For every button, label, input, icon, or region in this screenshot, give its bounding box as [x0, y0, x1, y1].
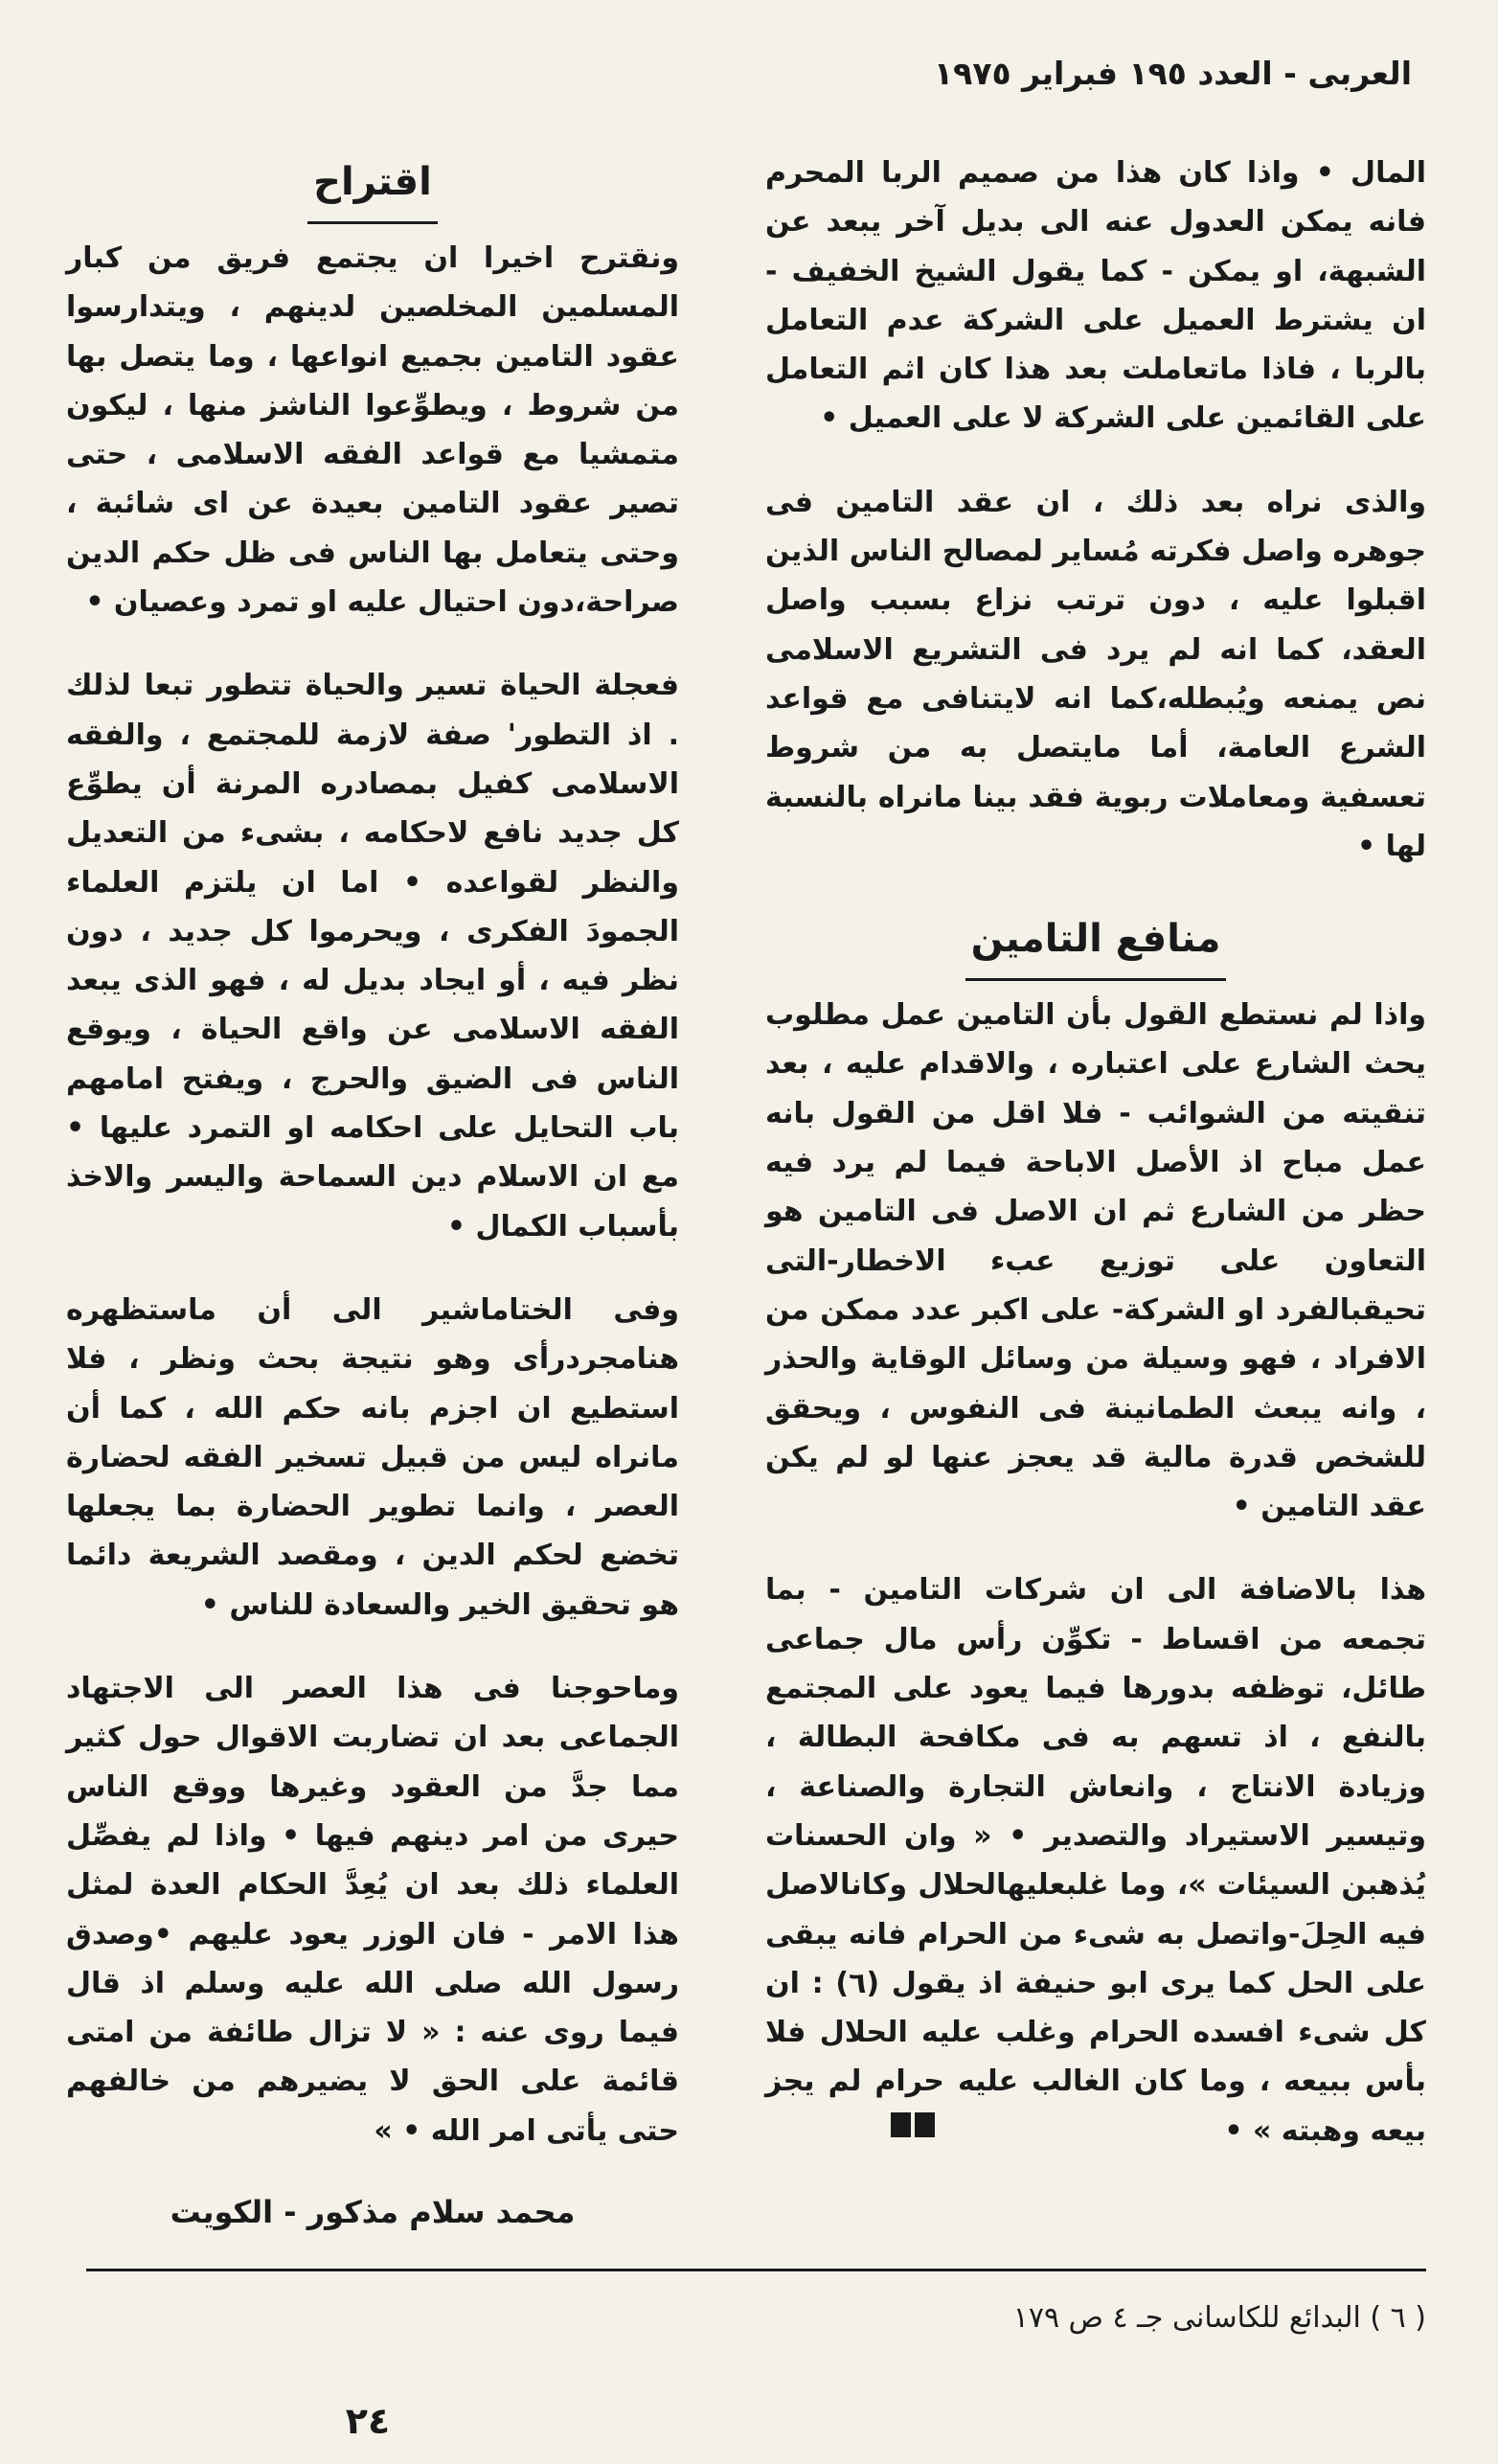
- paragraph: واذا لم نستطع القول بأن التامين عمل مطلوب يحث الشارع على اعتباره ، والاقدام عليه ، بعد تنقيته من الشوائب - فلا اقل من القول بانه عمل مباح اذ الأصل الاباحة فيما لم يرد فيه حظر من الشارع ثم ان الاصل فى التامين هو التعاون على توزيع عبء الاخطار-التى تحيقبالفرد او الشركة- على اكبر عدد ممكن من الافراد ، فهو وسيلة من وسائل الوقاية والحذر ، وانه يبعث الطمانينة فى النفوس ، ويحقق للشخص قدرة مالية قد يعجز عنها لو لم يكن عقد التامين •: [765, 998, 1426, 1524]
- section-heading: [765, 905, 1426, 981]
- footnote-divider: [86, 2269, 1426, 2271]
- section-heading-text: منافع التامين: [965, 905, 1227, 981]
- end-of-article-mark: [891, 2112, 935, 2137]
- footnote: ( ٦ ) البدائع للكاسانى جـ ٤ ص ١٧٩: [1012, 2301, 1426, 2335]
- author-signature: محمد سلام مذكور - الكويت: [170, 2194, 576, 2230]
- paragraph: هذا بالاضافة الى ان شركات التامين - بما تجمعه من اقساط - تكوِّن رأس مال جماعى طائل، توظفه بدورها فيما يعود على المجتمع بالنفع ، اذ تسهم به فى مكافحة البطالة ، وزيادة الانتاج ، وانعاش التجارة والصناعة ، وتيسير الاستيراد والتصدير • « وان الحسنات يُذهبن السيئات »، وما غلبعليهالحلال وكانالاصل فيه الحِلَ-واتصل به شىء من الحرام فانه يبقى على الحل كما يرى ابو حنيفة اذ يقول (٦) : ان كل شىء افسده الحرام وغلب عليه الحلال فلا بأس ببيعه ، وما كان الغالب عليه حرام لم يجز بيعه وهبته » •: [765, 1573, 1426, 2148]
- paragraph: المال • واذا كان هذا من صميم الربا المحرم فانه يمكن العدول عنه الى بديل آخر يبعد عن الشبهة، او يمكن - كما يقول الشيخ الخفيف - ان يشترط العميل على الشركة عدم التعامل بالربا ، فاذا ماتعاملت بعد هذا كان اثم التعامل على القائمين على الشركة لا على العميل •: [765, 156, 1426, 436]
- left-column: [66, 148, 679, 2156]
- paragraph: ونقترح اخيرا ان يجتمع فريق من كبار المسلمين المخلصين لدينهم ، ويتدارسوا عقود التامين بجميع انواعها ، وما يتصل بها من شروط ، ويطوِّعوا الناشز منها ، ليكون متمشيا مع قواعد الفقه الاسلامى ، حتى تصير عقود التامين بعيدة عن اى شائبة ، وحتى يتعامل بها الناس فى ظل حكم الدين صراحة،دون احتيال عليه او تمرد وعصيان •: [66, 241, 679, 620]
- section-heading: [66, 148, 679, 224]
- paragraph: وماحوجنا فى هذا العصر الى الاجتهاد الجماعى بعد ان تضاربت الاقوال حول كثير مما جدَّ من العقود وغيرها ووقع الناس حيرى من امر دينهم فيها • واذا لم يفصِّل العلماء ذلك بعد ان يُعِدَّ الحكام العدة لمثل هذا الامر - فان الوزر يعود عليهم •وصدق رسول الله صلى الله عليه وسلم اذ قال فيما روى عنه : « لا تزال طائفة من امتى قائمة على الحق لا يضيرهم من خالفهم حتى يأتى امر الله • »: [66, 1672, 679, 2148]
- running-header: العربى - العدد ١٩٥ فبراير ١٩٧٥: [934, 55, 1412, 92]
- section-heading-text: اقتراح: [307, 148, 438, 224]
- page-number: ٢٤: [345, 2400, 391, 2442]
- paragraph: والذى نراه بعد ذلك ، ان عقد التامين فى جوهره واصل فكرته مُساير لمصالح الناس الذين اقبلوا عليه ، دون ترتب نزاع بسبب واصل العقد، كما انه لم يرد فى التشريع الاسلامى نص يمنعه ويُبطله،كما انه لايتنافى مع قواعد الشرع العامة، أما مايتصل به من شروط تعسفية ومعاملات ربوية فقد بينا مانراه بالنسبة لها •: [765, 485, 1426, 863]
- paragraph: وفى الختاماشير الى أن ماستظهره هنامجردرأى وهو نتيجة بحث ونظر ، فلا استطيع ان اجزم بانه حكم الله ، كما أن مانراه ليس من قبيل تسخير الفقه لحضارة العصر ، وانما تطوير الحضارة بما يجعلها تخضع لحكم الدين ، ومقصد الشريعة دائما هو تحقيق الخير والسعادة للناس •: [66, 1292, 679, 1622]
- right-column: [765, 148, 1426, 2156]
- paragraph: فعجلة الحياة تسير والحياة تتطور تبعا لذلك . اذ التطور' صفة لازمة للمجتمع ، والفقه الاسلامى كفيل بمصادره المرنة أن يطوِّع كل جديد نافع لاحكامه ، بشىء من التعديل والنظر لقواعده • اما ان يلتزم العلماء الجمودَ الفكرى ، ويحرموا كل جديد ، دون نظر فيه ، أو ايجاد بديل له ، فهو الذى يبعد الفقه الاسلامى عن واقع الحياة ، ويوقع الناس فى الضيق والحرج ، ويفتح امامهم باب التحايل على احكامه او التمرد عليها • مع ان الاسلام دين السماحة واليسر والاخذ بأسباب الكمال •: [66, 669, 679, 1243]
